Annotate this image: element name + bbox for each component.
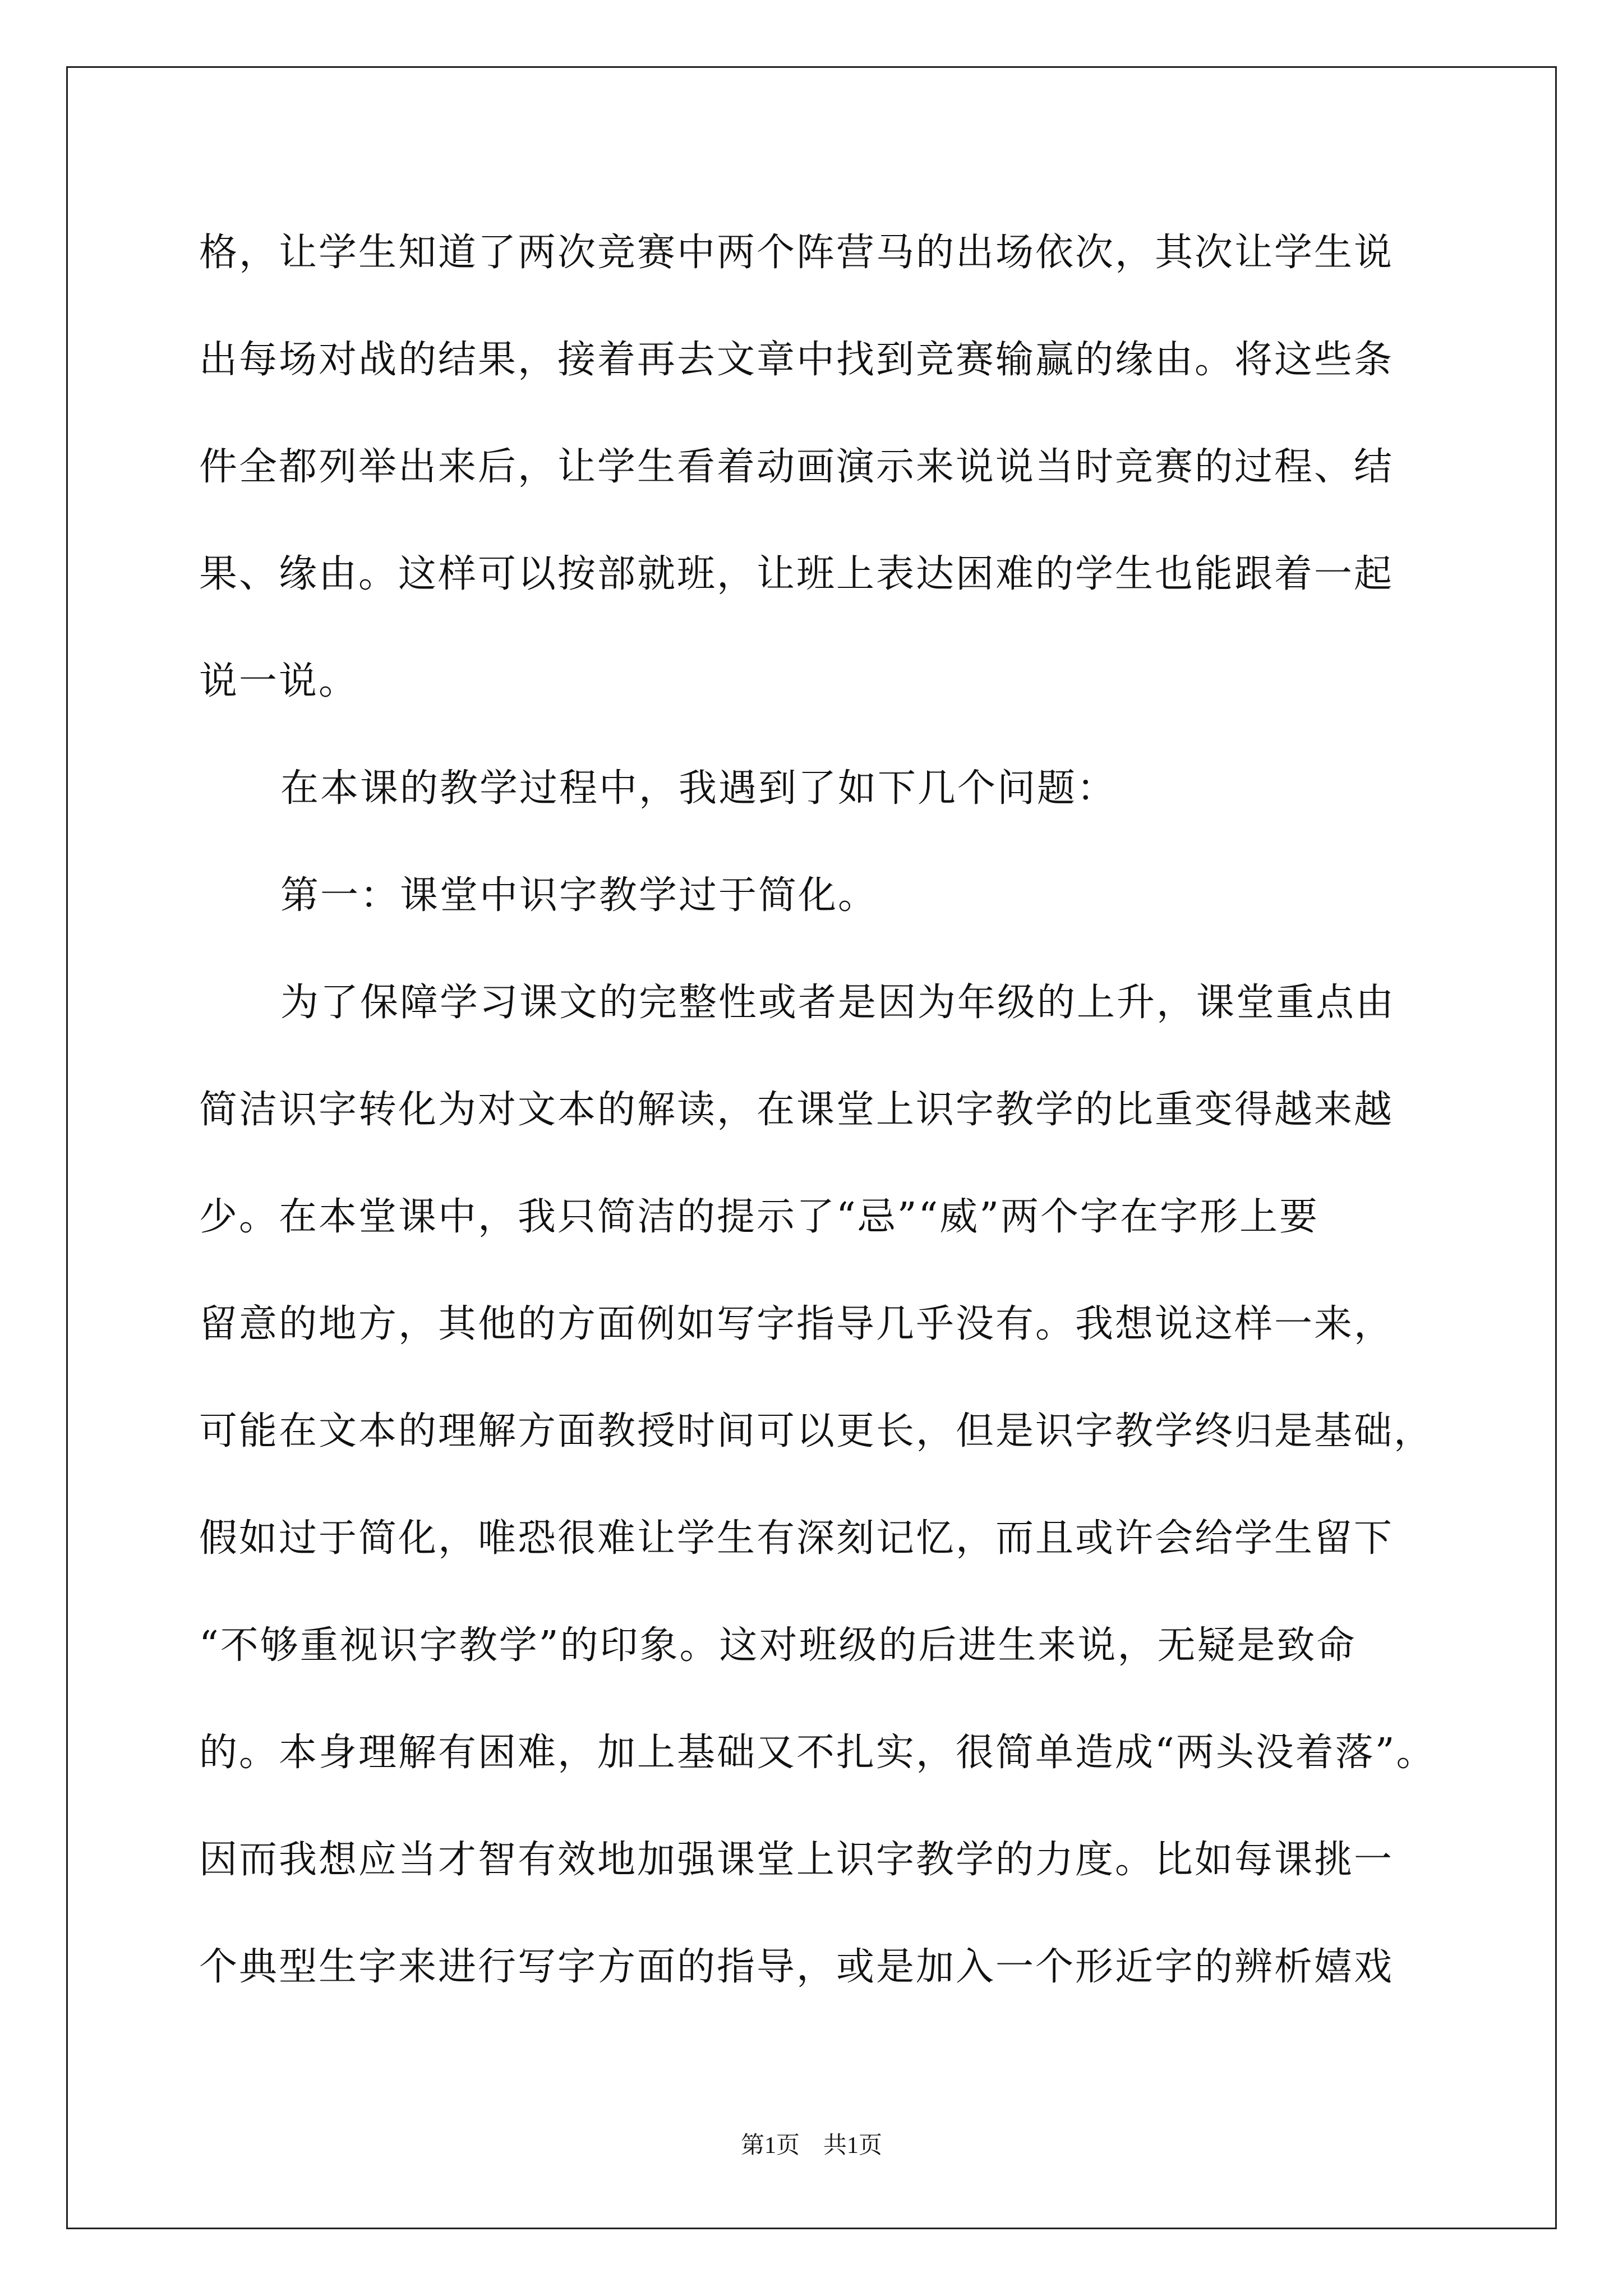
paragraph-line: “不够重视识字教学”的印象。这对班级的后进生来说，无疑是致命: [199, 1623, 1357, 1668]
paragraph-line: 留意的地方，其他的方面例如写字指导几乎没有。我想说这样一来，: [199, 1302, 1394, 1346]
paragraph-line: 格，让学生知道了两次竞赛中两个阵营马的出场依次，其次让学生说: [199, 231, 1394, 275]
page-number: 第1页 共1页: [740, 2133, 882, 2159]
paragraph-line: 简洁识字转化为对文本的解读，在课堂上识字教学的比重变得越来越: [199, 1088, 1394, 1132]
paragraph-line: 个典型生字来进行写字方面的指导，或是加入一个形近字的辨析嬉戏: [199, 1945, 1394, 1989]
paragraph-line: 可能在文本的理解方面教授时间可以更长，但是识字教学终归是基础，: [199, 1409, 1434, 1453]
paragraph-line: 第一：课堂中识字教学过于简化。: [280, 873, 878, 918]
paragraph-line: 因而我想应当才智有效地加强课堂上识字教学的力度。比如每课挑一: [199, 1838, 1394, 1882]
paragraph-line: 的。本身理解有困难，加上基础又不扎实，很简单造成“两头没着落”。: [199, 1731, 1436, 1775]
page-border: [66, 66, 1557, 2229]
paragraph-line: 少。在本堂课中，我只简洁的提示了“忌”“威”两个字在字形上要: [199, 1195, 1320, 1239]
paragraph-line: 件全都列举出来后，让学生看着动画演示来说说当时竞赛的过程、结: [199, 445, 1394, 489]
paragraph-line: 果、缘由。这样可以按部就班，让班上表达困难的学生也能跟着一起: [199, 552, 1394, 596]
paragraph-line: 出每场对战的结果，接着再去文章中找到竞赛输赢的缘由。将这些条: [199, 338, 1394, 382]
paragraph-line: 在本课的教学过程中，我遇到了如下几个问题：: [280, 766, 1117, 811]
paragraph-line: 为了保障学习课文的完整性或者是因为年级的上升，课堂重点由: [280, 981, 1396, 1025]
paragraph-line: 假如过于简化，唯恐很难让学生有深刻记忆，而且或许会给学生留下: [199, 1516, 1394, 1561]
paragraph-line: 说一说。: [199, 659, 359, 703]
